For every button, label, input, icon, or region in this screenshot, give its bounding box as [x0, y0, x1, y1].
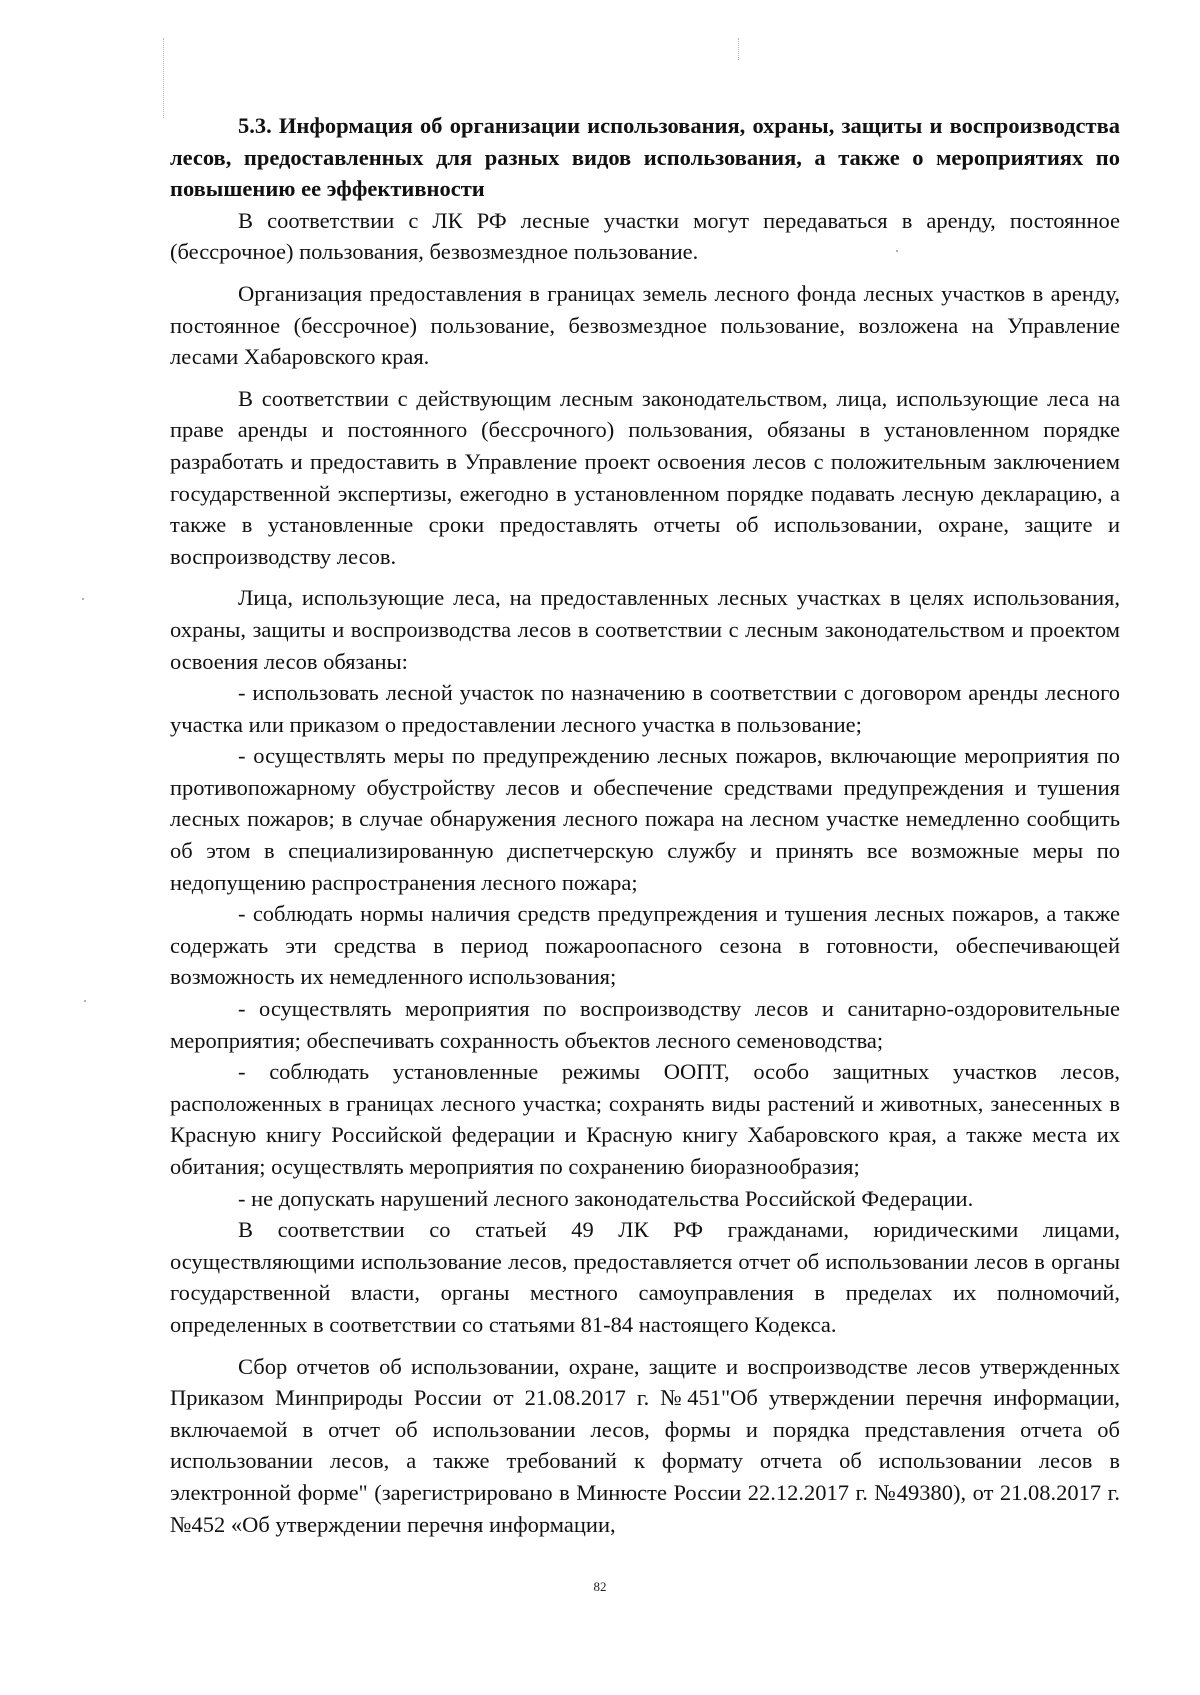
paragraph: Лица, использующие леса, на предоставленных лесных участках в целях использования, охраны, защиты и воспроизводства лесов в соответствии с лесным законодательством и проектом освоения лесов обязаны:	[170, 585, 1120, 674]
document-body	[170, 110, 1120, 1540]
scan-artifact-dot	[82, 598, 84, 600]
scan-artifact-right	[738, 38, 739, 60]
list-item: - осуществлять мероприятия по воспроизводству лесов и санитарно-оздоровительные мероприятия; обеспечивать сохранность объектов лесного семеноводства;	[170, 996, 1120, 1053]
scan-artifact-left	[163, 38, 164, 118]
section-heading: 5.3. Информация об организации использования, охраны, защиты и воспроизводства лесов, предоставленных для разных видов использования, а также о мероприятиях по повышению ее эффективности	[170, 113, 1120, 202]
paragraph: Сбор отчетов об использовании, охране, защите и воспроизводстве лесов утвержденных Приказом Минприроды России от 21.08.2017 г. №451"Об утверждении перечня информации, включаемой в отчет об использовании лесов, формы и порядка представления отчета об использовании лесов, а также требований к формату отчета об использовании лесов в электронной форме" (зарегистрировано в Минюсте России 22.12.2017 г. №49380), от 21.08.2017 г. №452 «Об утверждении перечня информации,	[170, 1353, 1120, 1537]
list-item: - не допускать нарушений лесного законодательства Российской Федерации.	[238, 1185, 974, 1211]
list-item: - использовать лесной участок по назначению в соответствии с договором аренды лесного участка или приказом о предоставлении лесного участка в пользование;	[170, 680, 1120, 737]
list-item: - осуществлять меры по предупреждению лесных пожаров, включающие мероприятия по противопожарному обустройству лесов и обеспечение средствами предупреждения и тушения лесных пожаров; в случае обнаружения лесного пожара на лесном участке немедленно сообщить об этом в специализированную диспетчерскую службу и принять все возможные меры по недопущению распространения лесного пожара;	[170, 743, 1120, 895]
paragraph: Организация предоставления в границах земель лесного фонда лесных участков в аренду, постоянное (бессрочное) пользование, безвозмездное пользование, возложена на Управление лесами Хабаровского края.	[170, 280, 1120, 370]
page-number: 82	[593, 1579, 607, 1594]
list-item: - соблюдать установленные режимы ООПТ, особо защитных участков лесов, расположенных в границах лесного участка; сохранять виды растений и животных, занесенных в Красную книгу Российской федерации и Красную книгу Хабаровского края, а также места их обитания; осуществлять мероприятия по сохранению биоразнообразия;	[170, 1059, 1120, 1179]
paragraph: В соответствии с ЛК РФ лесные участки могут передаваться в аренду, постоянное (бессрочное) пользования, безвозмездное пользование.	[170, 207, 1120, 265]
scan-artifact-dot	[84, 1000, 86, 1002]
paragraph: В соответствии со статьей 49 ЛК РФ гражданами, юридическими лицами, осуществляющими использование лесов, предоставляется отчет об использовании лесов в органы государственной власти, органы местного самоуправления в пределах их полномочий, определенных в соответствии со статьями 81-84 настоящего Кодекса.	[170, 1217, 1120, 1337]
list-item: - соблюдать нормы наличия средств предупреждения и тушения лесных пожаров, а также содержать эти средства в период пожароопасного сезона в готовности, обеспечивающей возможность их немедленного использования;	[170, 901, 1120, 990]
paragraph: В соответствии с действующим лесным законодательством, лица, использующие леса на праве аренды и постоянного (бессрочного) пользования, обязаны в установленном порядке разработать и предоставить в Управление проект освоения лесов с положительным заключением государственной экспертизы, ежегодно в установленном порядке подавать лесную декларацию, а также в установленные сроки предоставлять отчеты об использовании, охране, защите и воспроизводству лесов.	[170, 385, 1120, 569]
